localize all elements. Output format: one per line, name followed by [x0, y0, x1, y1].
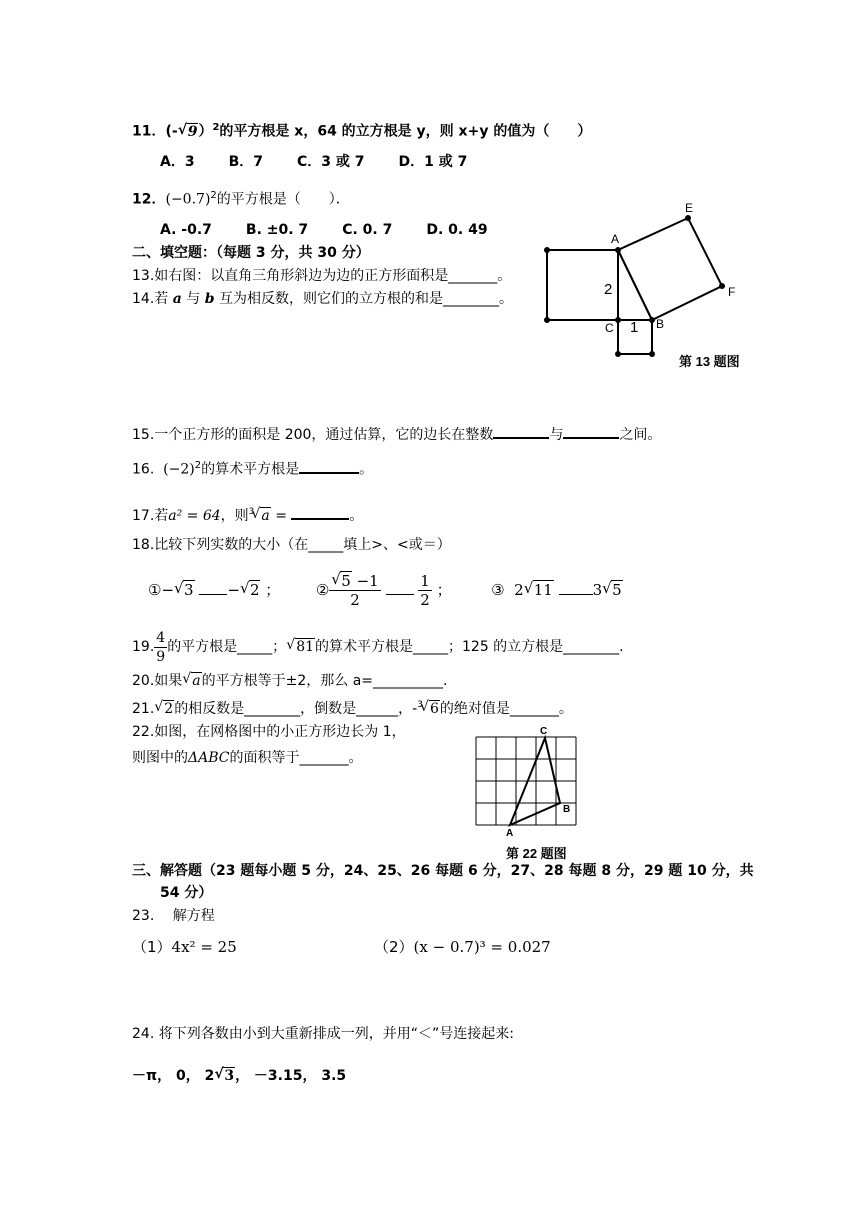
- q14-text-1: 14.若: [132, 291, 173, 307]
- q18-fraction-2: [418, 572, 432, 609]
- q19-text-1: 的平方根是_____；: [167, 639, 287, 655]
- q15-text-1: 15.一个正方形的面积是 200，通过估算，它的边长在整数: [132, 427, 494, 443]
- q17-text-1: 17.若: [132, 508, 169, 524]
- fig13-label-a: A: [611, 232, 620, 246]
- fig13-label-2: 2: [604, 281, 613, 298]
- q23-parts: [132, 937, 237, 957]
- q24-radical: [214, 1066, 235, 1086]
- q11-radical: [178, 122, 199, 142]
- q18-radical-4: [602, 572, 623, 608]
- q24-radicand: 3: [224, 1068, 235, 1084]
- fig13-label-1: 1: [630, 319, 639, 336]
- q18-frac2-denominator: 2: [420, 591, 430, 609]
- q21-radicand-2: 6: [429, 701, 439, 717]
- q18-radicand-1: 3: [184, 581, 194, 599]
- figure-22: [470, 720, 580, 865]
- fig22-label-a: A: [506, 828, 514, 839]
- q23-part-2: [374, 937, 551, 957]
- q20-radical: [182, 671, 201, 691]
- q17-equals: =: [270, 508, 287, 524]
- q11-number: 11．: [132, 123, 166, 140]
- q12-option-a: A. -0.7: [160, 222, 212, 238]
- q17-text-2: ，则: [220, 508, 249, 524]
- q11-option-d: D．1 或 7: [398, 154, 468, 170]
- q21-cube-index: 3: [417, 700, 423, 710]
- q18-blank-1[interactable]: [199, 580, 227, 595]
- q20-text-2: 的平方根等于±2，那么 a=__________.: [201, 673, 448, 689]
- question-22-line-1: 22.如图，在网格图中的小正方形边长为 1，: [132, 724, 406, 740]
- q17-blank[interactable]: [291, 504, 349, 520]
- q19-numerator: 4: [156, 629, 166, 646]
- q18-items: ①−√ 3 −√ 2 ； ② √ $\frac{5 -1}{2}$ $\frac{1}{2}$ ； ③ 2√ 11 3√ 5: [148, 572, 623, 609]
- question-22-line-2: [132, 748, 362, 768]
- q12-text: 的平方根是（ ）．: [216, 191, 350, 208]
- question-18: 18.比较下列实数的大小（在_____填上>、<或＝）: [132, 537, 451, 553]
- q20-text-1: 20.如果: [132, 673, 183, 689]
- q12-exponent: 2: [210, 190, 217, 201]
- q16-number: 16.: [132, 461, 155, 478]
- question-14: [132, 289, 513, 309]
- question-13: 13.如右图：以直角三角形斜边为边的正方形面积是_______。: [132, 268, 512, 284]
- q18-index-3: ③: [491, 581, 505, 599]
- q21-number: 21.: [132, 701, 155, 717]
- question-23: 23. 解方程: [132, 908, 215, 924]
- q19-radical: [286, 628, 315, 666]
- q18-fraction-1: [329, 572, 380, 609]
- q16-expr: (−2): [163, 461, 195, 478]
- q24-numbers-1: －π， 0， 2: [132, 1068, 215, 1084]
- q14-text-3: 互为相反数，则它们的立方根的和是________。: [214, 291, 513, 307]
- q23-part-1-label: （1）: [132, 938, 172, 956]
- q24-numbers-2: ， －3.15， 3.5: [235, 1068, 347, 1084]
- q18-blank-3[interactable]: [559, 580, 593, 595]
- q22-text-1: 则图中的: [132, 750, 188, 766]
- q18-radical-1: [174, 572, 195, 608]
- fig22-label-c: C: [540, 726, 548, 737]
- q19-fraction: [154, 629, 167, 666]
- q23-part-2-label: （2）: [374, 938, 414, 956]
- q17-radical: [248, 506, 270, 526]
- q12-expr: (−0.7): [165, 191, 211, 208]
- q17-radicand: a: [261, 508, 270, 524]
- q21-text-2: 的绝对值是_______。: [439, 701, 573, 717]
- q11-paren-close: ）: [198, 123, 213, 140]
- q18-frac1-numerator-tail: −1: [351, 572, 379, 590]
- q18-blank-2[interactable]: [386, 580, 414, 595]
- fig22-label-b: B: [563, 804, 571, 815]
- q18-frac1-denominator: 2: [350, 591, 360, 609]
- q16-exponent: 2: [194, 460, 202, 471]
- q21-radical: [154, 699, 174, 719]
- q24-numbers: [132, 1066, 346, 1086]
- question-12: [132, 186, 350, 210]
- q14-var-a: a: [172, 291, 182, 307]
- q12-option-c: C. 0. 7: [342, 222, 393, 238]
- q17-equation: a² = 64: [168, 508, 221, 524]
- q16-blank[interactable]: [299, 458, 359, 474]
- question-11: [132, 118, 591, 142]
- q18-index-1: ①: [148, 581, 162, 599]
- q12-number: 12．: [132, 191, 166, 208]
- q17-cube-index: 3: [248, 507, 255, 517]
- q12-option-d: D. 0. 49: [426, 222, 488, 238]
- q18-radicand-2: 2: [249, 581, 260, 599]
- section-2-heading: 二、填空题：（每题 3 分，共 30 分）: [132, 245, 370, 261]
- question-21: [132, 695, 573, 719]
- question-24: 24. 将下列各数由小到大重新排成一列，并用“＜”号连接起来:: [132, 1026, 514, 1042]
- q18-index-2: ②: [315, 581, 330, 599]
- q18-coef-1: 2: [514, 581, 524, 599]
- fig13-hypotenuse: [618, 250, 652, 320]
- fig13-caption: 第 13 题图: [679, 354, 740, 369]
- q18-radical-2: [240, 572, 261, 608]
- fig13-large-square: [618, 218, 722, 320]
- q18-frac2-numerator: 1: [420, 572, 430, 590]
- q18-frac1-radicand: 5: [341, 572, 351, 590]
- question-20: [132, 671, 447, 691]
- figure-13: [538, 198, 758, 373]
- q18-radicand-3: 11: [533, 581, 553, 599]
- q23-part-2-equation: (x − 0.7)³ = 0.027: [413, 938, 551, 956]
- q19-denominator: 9: [156, 648, 166, 665]
- section-3-heading-2: 54 分）: [160, 885, 213, 901]
- q16-text: 的算术平方根是: [201, 461, 300, 478]
- fig22-grid: [476, 737, 576, 825]
- question-17: [132, 502, 363, 526]
- q22-triangle: ΔABC: [188, 750, 230, 766]
- q22-text-2: 的面积等于_______。: [229, 750, 363, 766]
- q23-part-1-equation: 4x² = 25: [171, 938, 237, 956]
- q15-blank-2[interactable]: [563, 423, 619, 439]
- fig13-label-c: C: [605, 321, 614, 335]
- q18-radicand-4: 5: [612, 581, 622, 599]
- q15-text-2: 与: [549, 427, 564, 443]
- q21-text-1: 的相反数是________，倒数是______，-: [174, 701, 418, 717]
- q11-options: [160, 152, 467, 172]
- fig13-label-f: F: [728, 285, 736, 299]
- q14-text-2: 与: [181, 291, 205, 307]
- fig13-label-e: E: [685, 201, 694, 215]
- q19-radicand: 81: [296, 639, 315, 655]
- q12-option-b: B. ±0. 7: [245, 222, 309, 238]
- q19-number: 19.: [132, 639, 155, 655]
- q19-text-2: 的算术平方根是_____；125 的立方根是________.: [315, 639, 624, 655]
- q15-text-3: 之间。: [619, 427, 662, 443]
- q11-option-c: C．3 或 7: [297, 154, 365, 170]
- q11-exponent: 2: [212, 122, 220, 133]
- q14-var-b: b: [204, 291, 215, 307]
- question-16: [132, 456, 373, 480]
- question-19: [132, 628, 624, 666]
- q17-end: 。: [349, 508, 364, 524]
- question-15: [132, 423, 661, 445]
- q11-text: 的平方根是 x，64 的立方根是 y，则 x+y 的值为（ ）: [219, 123, 592, 140]
- section-3-heading-1: 三、解答题（23 题每小题 5 分，24、25、26 每题 6 分，27、28 每题 8 分，29 题 10 分，共: [132, 863, 754, 879]
- q18-coef-2: 3: [592, 581, 603, 599]
- q12-options: [160, 220, 488, 240]
- q20-radicand: a: [192, 673, 201, 689]
- q21-radicand: 2: [164, 701, 174, 717]
- q11-radicand: 9: [187, 123, 198, 140]
- fig13-label-b: B: [656, 317, 665, 331]
- q15-blank-1[interactable]: [493, 423, 549, 439]
- q18-radical-3: [524, 572, 554, 608]
- q11-option-b: B．7: [228, 154, 263, 170]
- q11-option-a: A．3: [160, 154, 195, 170]
- fig22-caption: 第 22 题图: [506, 846, 567, 861]
- q16-end: 。: [359, 461, 374, 478]
- q11-expr-start: (-: [165, 123, 178, 140]
- q21-radical-2: [420, 699, 440, 719]
